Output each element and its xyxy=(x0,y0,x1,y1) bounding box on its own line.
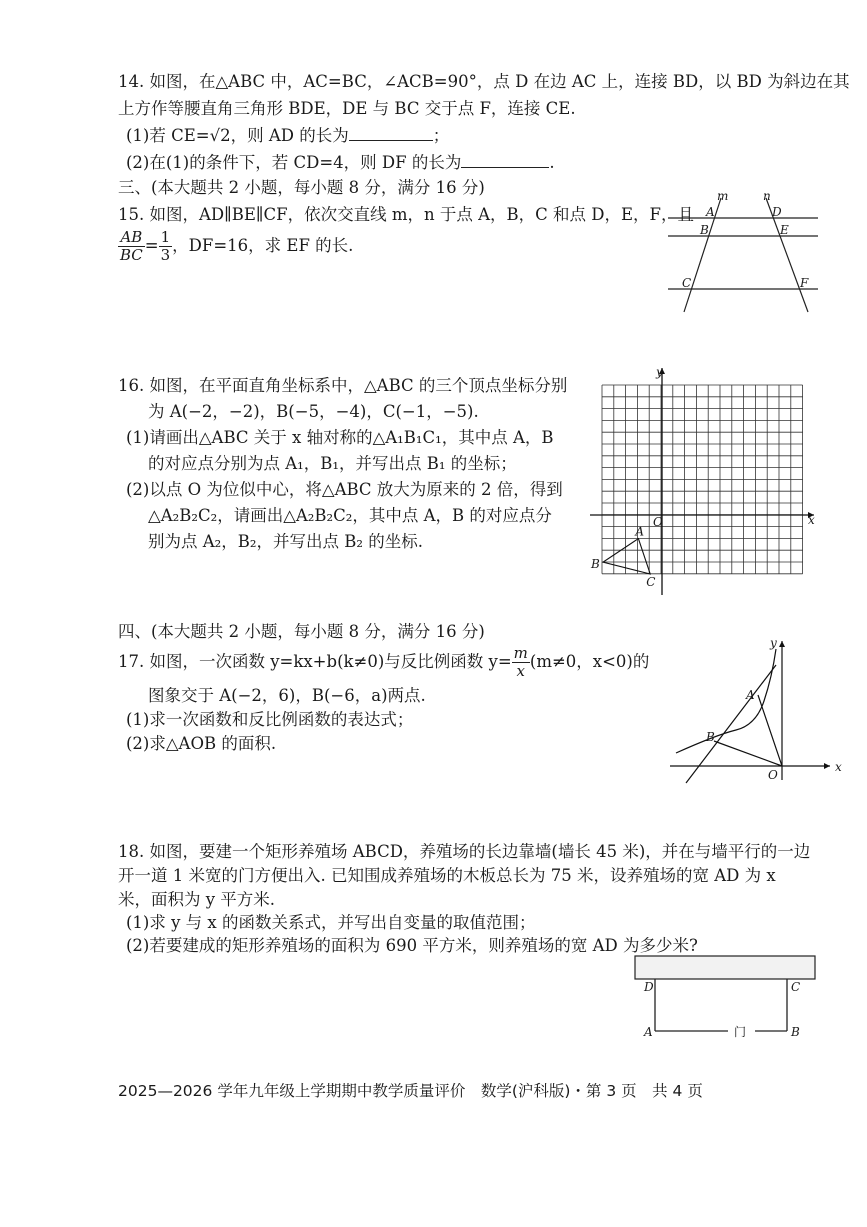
q16-line1: 16. 如图，在平面直角坐标系中，△ABC 的三个顶点坐标分别 xyxy=(118,376,568,395)
q17-segment-ao xyxy=(758,695,782,766)
q14-part1-text: (1)若 CE=√2，则 AD 的长为 xyxy=(126,126,349,145)
q15-figure xyxy=(666,192,826,322)
q16-line6: △A₂B₂C₂，请画出△A₂B₂C₂，其中点 A，B 的对应点分 xyxy=(148,506,552,525)
section3-heading: 三、(本大题共 2 小题，每小题 8 分，满分 16 分) xyxy=(118,178,485,197)
q15-line1: 15. 如图，AD∥BE∥CF，依次交直线 m，n 于点 A，B，C 和点 D，E，F，且 xyxy=(118,205,695,224)
q17-y-arrow xyxy=(779,641,785,647)
q18-label-D: D xyxy=(644,980,654,994)
q15-label-m: m xyxy=(717,192,729,203)
q15-ratio-fraction xyxy=(118,229,145,264)
q15-ratio-den: BC xyxy=(120,246,143,264)
q17-label-x: x xyxy=(835,760,842,774)
q15-label-D: D xyxy=(772,205,782,219)
q18-wall xyxy=(635,956,815,979)
q16-line4: 的对应点分别为点 A₁，B₁，并写出点 B₁ 的坐标； xyxy=(148,454,517,473)
q16-label-x: x xyxy=(808,513,815,527)
q17-label-A: A xyxy=(746,688,755,702)
section4-heading: 四、(本大题共 2 小题，每小题 8 分，满分 16 分) xyxy=(118,622,485,641)
q14-part1-end: ； xyxy=(432,126,450,145)
q17-line1-text: 17. 如图，一次函数 y=kx+b(k≠0)与反比例函数 y= xyxy=(118,652,512,671)
q18-label-B: B xyxy=(791,1025,800,1039)
q17-label-y: y xyxy=(770,636,777,650)
q18-line5: (2)若要建成的矩形养殖场的面积为 690 平方米，则养殖场的宽 AD 为多少米? xyxy=(126,936,698,955)
q17-fraction xyxy=(512,645,530,680)
q18-line1: 18. 如图，要建一个矩形养殖场 ABCD，养殖场的长边靠墙(墙长 45 米)，并在与墙平行的一边 xyxy=(118,842,811,861)
q16-line7: 别为点 A₂，B₂，并写出点 B₂ 的坐标. xyxy=(148,532,423,551)
q15-value-den: 3 xyxy=(160,246,171,264)
q18-label-A: A xyxy=(644,1025,653,1039)
q15-label-A: A xyxy=(706,205,715,219)
q17-line3: (1)求一次函数和反比例函数的表达式； xyxy=(126,710,414,729)
q16-label-y: y xyxy=(656,366,663,379)
q14-part1-answer-blank[interactable] xyxy=(349,124,433,141)
q15-label-C: C xyxy=(682,276,692,290)
q14-part1 xyxy=(126,124,449,148)
q16-label-O: O xyxy=(653,515,663,529)
q18-line2: 开一道 1 米宽的门方便出入. 已知围成养殖场的木板总长为 75 米，设养殖场的宽 AD 为 x xyxy=(118,866,776,885)
q17-segment-bo xyxy=(714,741,782,766)
q15-value-fraction xyxy=(159,229,173,264)
q17-frac-den: x xyxy=(516,662,525,680)
q14-part2-text: (2)在(1)的条件下，若 CD=4，则 DF 的长为 xyxy=(126,153,462,172)
page-footer: 2025—2026 学年九年级上学期期中教学质量评价 数学(沪科版)・第 3 页 共 4 页 xyxy=(118,1082,703,1100)
q17-figure xyxy=(668,635,843,785)
q16-triangle-abc xyxy=(603,539,650,574)
q18-line4: (1)求 y 与 x 的函数关系式，并写出自变量的取值范围； xyxy=(126,913,536,932)
q15-ratio-num: AB xyxy=(118,229,145,247)
q16-line3: (1)请画出△ABC 关于 x 轴对称的△A₁B₁C₁，其中点 A，B xyxy=(126,428,554,447)
q15-label-n: n xyxy=(763,192,771,203)
q14-line1: 14. 如图，在△ABC 中，AC=BC，∠ACB=90°，点 D 在边 AC 上，连接 BD，以 BD 为斜边在其 xyxy=(118,72,850,91)
q17-frac-num: m xyxy=(513,644,528,662)
q18-figure xyxy=(633,953,823,1041)
q15-value-num: 1 xyxy=(160,228,171,246)
q18-line3: 米，面积为 y 平方米. xyxy=(118,890,276,909)
q15-label-E: E xyxy=(780,223,789,237)
q16-line5: (2)以点 O 为位似中心，将△ABC 放大为原来的 2 倍，得到 xyxy=(126,480,563,499)
q16-gridlines xyxy=(602,385,803,574)
q17-label-B: B xyxy=(706,730,715,744)
q16-label-B: B xyxy=(591,557,600,572)
q16-line2: 为 A(−2，−2)，B(−5，−4)，C(−1，−5). xyxy=(148,402,479,421)
q17-line1 xyxy=(118,642,649,682)
q17-x-arrow xyxy=(824,763,830,769)
q16-label-C: C xyxy=(646,575,656,589)
q16-coordinate-grid xyxy=(590,366,820,596)
q17-label-O: O xyxy=(768,768,778,782)
q16-label-A: A xyxy=(635,524,645,539)
q15-label-B: B xyxy=(700,223,709,237)
q17-line2: 图象交于 A(−2，6)，B(−6，a)两点. xyxy=(148,686,426,705)
q17-line1-rest: (m≠0，x<0)的 xyxy=(529,652,650,671)
q14-part2 xyxy=(126,151,555,175)
q14-part2-end: . xyxy=(549,153,555,172)
q15-equals: = xyxy=(144,236,159,255)
q18-label-door: 门 xyxy=(734,1025,747,1039)
q14-line2: 上方作等腰直角三角形 BDE，DE 与 BC 交于点 F，连接 CE. xyxy=(118,99,576,118)
q17-hyperbola xyxy=(676,649,776,753)
q18-label-C: C xyxy=(791,980,801,994)
q14-part2-answer-blank[interactable] xyxy=(461,151,549,168)
q15-line2-rest: ，DF=16，求 EF 的长. xyxy=(172,236,354,255)
q15-line2 xyxy=(118,226,353,266)
q15-label-F: F xyxy=(800,276,809,290)
q17-line-ab xyxy=(686,665,776,783)
q17-line4: (2)求△AOB 的面积. xyxy=(126,734,277,753)
